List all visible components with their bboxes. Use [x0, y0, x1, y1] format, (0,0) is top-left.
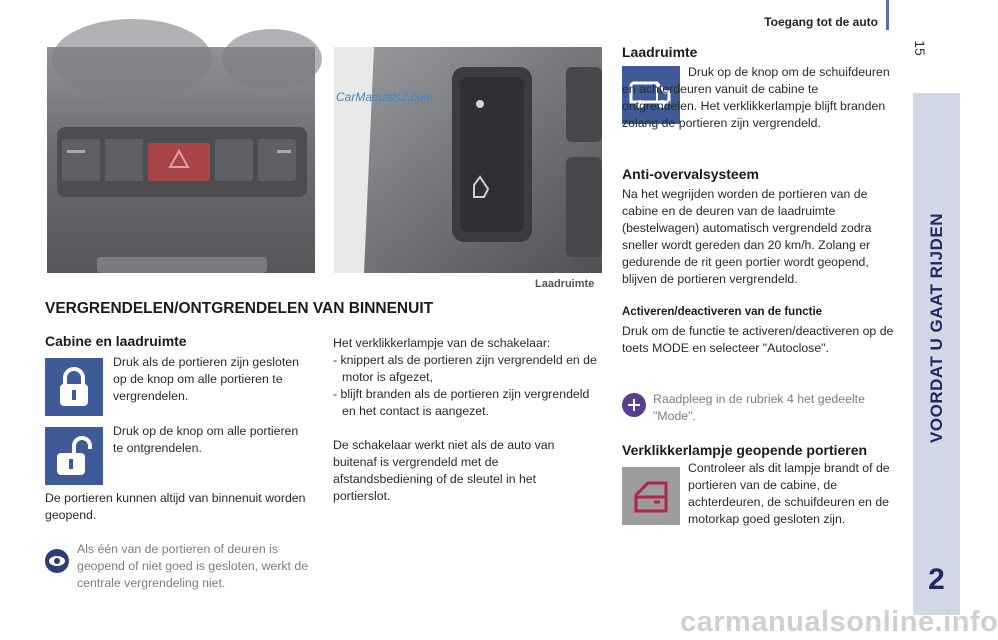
activate-subheading: Activeren/deactiveren van de functie [622, 306, 823, 318]
section-heading: VERGRENDELEN/ONTGRENDELEN VAN BINNENUIT [45, 300, 434, 317]
header-accent-bar [886, 0, 889, 30]
chapter-number: 2 [928, 563, 945, 596]
cargo-text: Druk op de knop om de schuifdeuren en achterdeuren vanuit de cabine te ontgrendelen. Het verklikkerlampje blijft branden zolang de portieren zijn vergrendeld. [622, 65, 890, 130]
cargo-subheading: Laadruimte [622, 44, 698, 60]
cargo-button-photo [334, 47, 602, 273]
mode-reference-note: Raadpleeg in de rubriek 4 het gedeelte "Mode". [653, 392, 865, 423]
activate-text: Druk om de functie te activeren/deactiveren op de toets MODE en selecteer "Autoclose". [622, 324, 894, 355]
remote-lock-text: De schakelaar werkt niet als de auto van buitenaf is vergrendeld met de afstandsbediening of de sleutel in het portierslot. [333, 438, 555, 503]
photo-watermark: CarManuals2.com [336, 90, 434, 104]
indicator-intro: Het verklikkerlampje van de schakelaar: [333, 336, 551, 350]
open-from-inside-text: De portieren kunnen altijd van binnenuit worden geopend. [45, 491, 306, 522]
anti-theft-subheading: Anti-overvalsysteem [622, 166, 759, 182]
unlock-button-icon [45, 427, 103, 485]
unlock-instruction: Druk op de knop om alle portieren te ontgrendelen. [113, 424, 299, 455]
eye-note-icon [45, 549, 69, 573]
plus-note-icon [622, 393, 646, 417]
indicator-item-flashing: - knippert als de portieren zijn vergrendeld en de motor is afgezet, [333, 353, 597, 384]
photo-caption-laadruimte: Laadruimte [535, 278, 595, 290]
anti-theft-text: Na het wegrijden worden de portieren van de cabine en de deuren van de laadruimte (bestelwagen) automatisch vergrendeld zodra sneller wordt gereden dan 20 km/h. Zolang er gedurende de rit geen portier wordt geopend, blijven de portieren vergrendeld. [622, 187, 872, 286]
dashboard-switch-photo [47, 47, 315, 273]
cabin-subheading: Cabine en laadruimte [45, 333, 187, 349]
indicator-item-steady: - blijft branden als de portieren zijn vergrendeld en het contact is aangezet. [333, 387, 590, 418]
footer-watermark: carmanualsonline.info [680, 606, 998, 638]
warning-text: Controleer als dit lampje brandt of de portieren van de cabine, de achterdeuren, de schuifdeuren en de motorkap goed gesloten zijn. [688, 461, 890, 526]
central-locking-note: Als één van de portieren of deuren is geopend of niet goed is gesloten, werkt de centrale vergrendeling niet. [77, 542, 309, 590]
header-title: Toegang tot de auto [764, 15, 878, 29]
lock-button-icon [45, 358, 103, 416]
open-door-warning-icon [622, 467, 680, 525]
lock-instruction: Druk als de portieren zijn gesloten op de knop om alle portieren te vergrendelen. [113, 355, 299, 403]
chapter-title: VOORDAT U GAAT RIJDEN [926, 213, 946, 443]
page-number: 15 [911, 40, 928, 56]
warning-subheading: Verklikkerlampje geopende portieren [622, 442, 868, 458]
